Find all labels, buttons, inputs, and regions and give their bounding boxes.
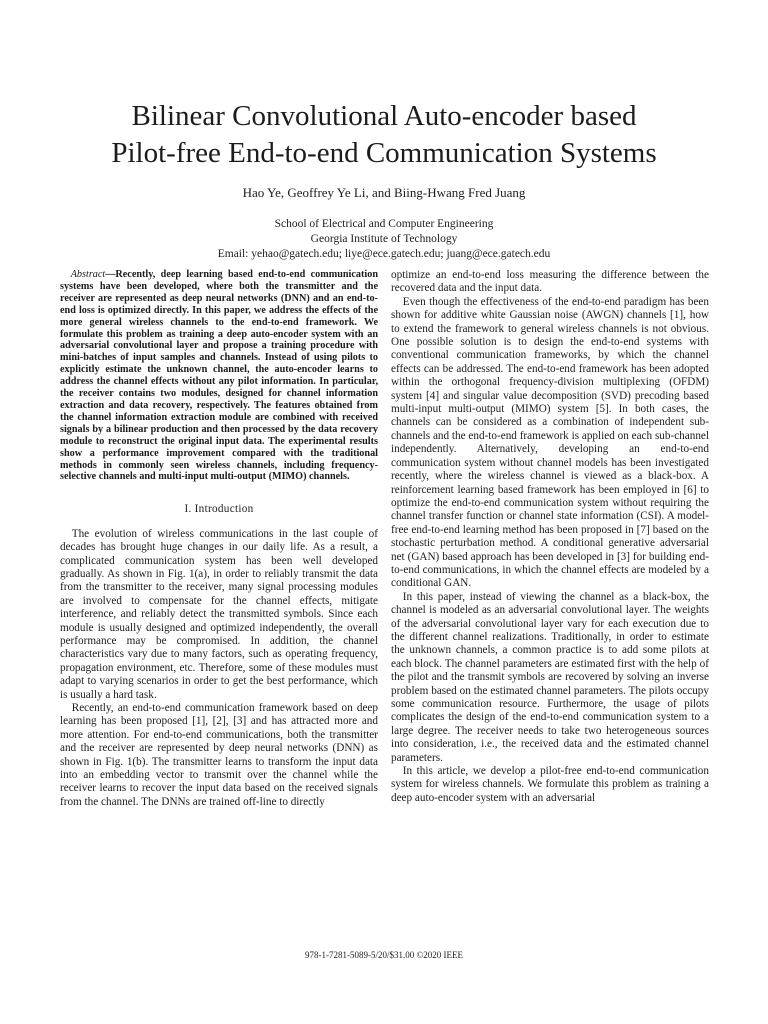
paper-title bbox=[0, 98, 768, 172]
abstract-label: Abstract bbox=[70, 269, 106, 280]
affiliation-email: Email: yehao@gatech.edu; liye@ece.gatech.edu; juang@ece.gatech.edu bbox=[217, 248, 551, 260]
left-column bbox=[60, 269, 378, 809]
abstract-text: —Recently, deep learning based end-to-end communication systems have been developed, where both the transmitter and the receiver are represented as deep neural networks (DNN) and an end-to-end loss is optimized directly. In this paper, we address the effects of the more general wireless channels to the end-to-end framework. We formulate this problem as training a deep auto-encoder system with an adversarial convolutional layer and propose a training procedure with mini-batches of input samples and channels. Instead of using pilots to explicitly estimate the unknown channel, the auto-encoder learns to address the channel effects without any pilot information. In particular, the receiver contains two modules, designed for channel information extraction and data recovery, respectively. The features obtained from the channel information extraction module are combined with received signals by a bilinear production and then processed by the data recovery module to reconstruct the original input data. The experimental results show a performance improvement compared with the traditional methods in commonly seen wireless channels, including frequency-selective channels and multi-input multi-output (MIMO) channels. bbox=[60, 269, 378, 483]
right-paragraph-4: In this article, we develop a pilot-free end-to-end communication system for wireless channels. We formulate this problem as training a deep auto-encoder system with an adversarial bbox=[391, 765, 709, 804]
right-paragraph-1: optimize an end-to-end loss measuring the difference between the recovered data and the input data. bbox=[391, 269, 709, 295]
paper-title-line-2: Pilot-free End-to-end Communication Systems bbox=[111, 137, 657, 169]
section-heading-introduction: I. Introduction bbox=[184, 503, 254, 516]
paper-title-line-1: Bilinear Convolutional Auto-encoder based bbox=[131, 100, 637, 132]
left-paragraph-2: Recently, an end-to-end communication framework based on deep learning has been proposed [1], [2], [3] and has attracted more and more attention. For end-to-end communications, both the transmitter and the receiver are represented by deep neural networks (DNN) as shown in Fig. 1(b). The transmitter learns to transform the input data into an embedding vector to transmit over the channel while the receiver learns to recover the input data based on the received signals from the channel. The DNNs are trained off-line to directly bbox=[60, 702, 378, 808]
abstract-paragraph bbox=[60, 269, 378, 483]
author-list: Hao Ye, Geoffrey Ye Li, and Biing-Hwang Fred Juang bbox=[242, 185, 526, 200]
affiliation-block bbox=[0, 217, 768, 262]
right-paragraph-3: In this paper, instead of viewing the channel as a black-box, the channel is modeled as an adversarial convolutional layer. The weights of the adversarial convolutional layer vary for each execution due to the different channel realizations. Traditionally, in order to estimate the unknown channels, a common practice is to add some pilots at each block. The channel parameters are estimated first with the help of the pilot and the transmit symbols are recovered by solving an inverse problem based on the estimated channel parameters. The pilots occupy some communication resource. Furthermore, the usage of pilots complicates the design of the end-to-end communication system to a large degree. The receiver needs to take two heterogeneous sources into consideration, i.e., the received data and the estimated channel parameters. bbox=[391, 590, 709, 764]
right-paragraph-2: Even though the effectiveness of the end-to-end paradigm has been shown for additive white Gaussian noise (AWGN) channels [1], how to extend the framework to general wireless channels is not obvious. One possible solution is to design the end-to-end systems with conventional communication frameworks, by which the channel effects can be addressed. The end-to-end framework has been adopted within the orthogonal frequency-division multiplexing (OFDM) system [4] and singular value decomposition (SVD) precoding based multi-input multi-output (MIMO) system [5]. In both cases, the channels can be considered as a combination of independent sub-channels and the end-to-end framework is applied on each sub-channel independently. Alternatively, developing an end-to-end communication system without channel models has been investigated recently, where the wireless channel is viewed as a black-box. A reinforcement learning based framework has been employed in [6] to optimize the end-to-end communication system without requiring the channel transfer function or channel state information (CSI). A model-free end-to-end learning method has been proposed in [7] based on the stochastic perturbation method. A conditional generative adversarial net (GAN) based approach has been developed in [3] for building end-to-end communications, in which the channel effects are modeled by a conditional GAN. bbox=[391, 295, 709, 590]
affiliation-school: School of Electrical and Computer Engineering bbox=[274, 218, 494, 230]
affiliation-institute: Georgia Institute of Technology bbox=[310, 233, 458, 245]
left-paragraph-1: The evolution of wireless communications in the last couple of decades has brought huge changes in our daily life. As a result, a complicated communication system has been well developed gradually. As shown in Fig. 1(a), in order to reliably transmit the data from the transmitter to the receiver, many signal processing modules are involved to compensate for the channel effects, mitigate interference, and reliably detect the transmitted symbols. Since each module is usually designed and optimized independently, the overall performance may be compromised. In addition, the channel characteristics vary due to many factors, such as operating frequency, propagation environment, etc. Therefore, some of these modules must adapt to varying scenarios in order to get the best performance, which is usually a hard task. bbox=[60, 527, 378, 701]
right-column bbox=[391, 269, 709, 805]
copyright-footer: 978-1-7281-5089-5/20/$31.00 ©2020 IEEE bbox=[304, 950, 464, 960]
